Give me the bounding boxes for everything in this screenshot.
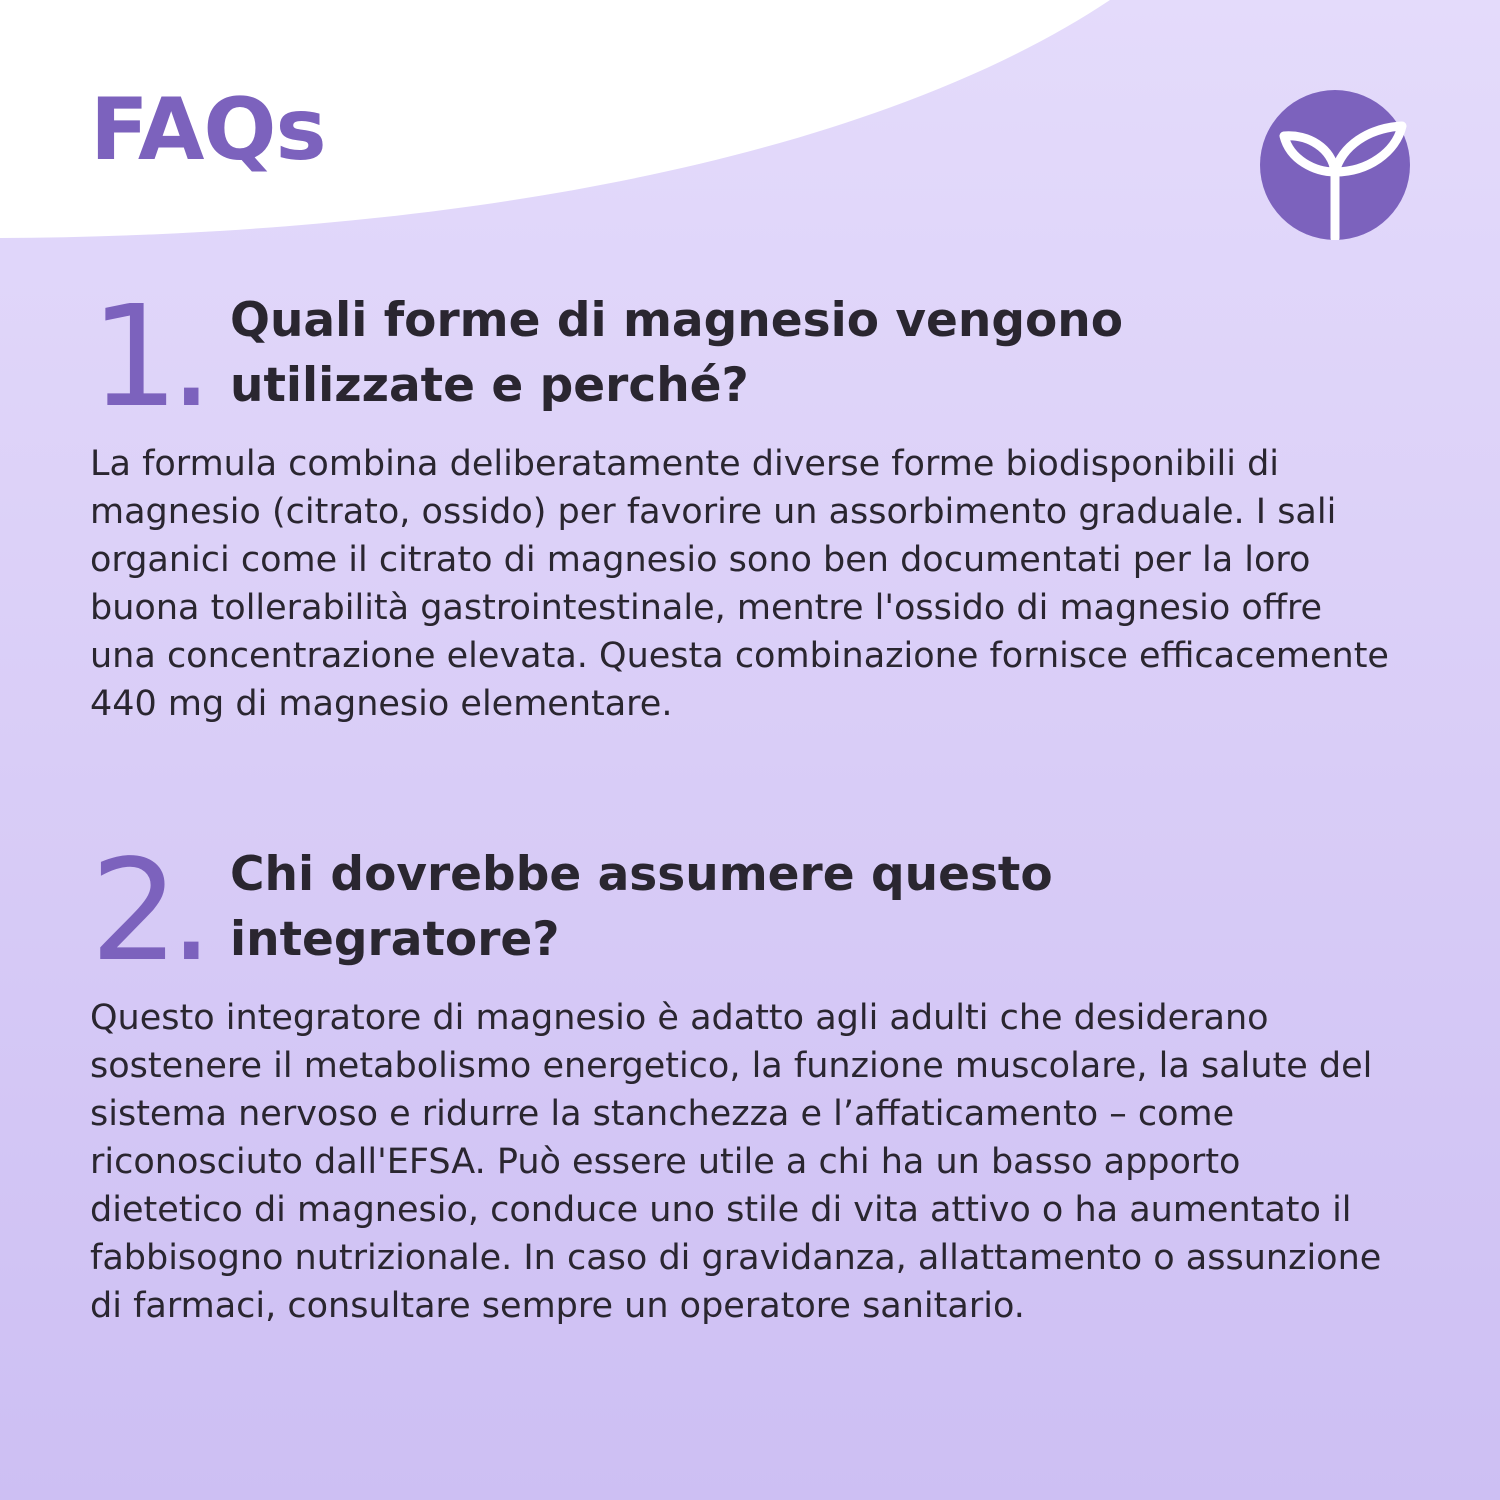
faq-question: Chi dovrebbe assumere questo integratore? [230, 847, 1053, 967]
faq-question: Quali forme di magnesio vengono utilizzate e perché? [230, 293, 1124, 413]
faq-number: 2. [90, 830, 204, 993]
faq-number: 1. [90, 276, 204, 439]
faq-answer: La formula combina deliberatamente diverse forme biodisponibili di magnesio (citrato, ossido) per favorire un assorbimento graduale. I sali organici come il citrato di magnesio sono ben documentati per la loro buona tollerabilità gastrointestinale, mentre l'ossido di magnesio offre una concentrazione elevata. Questa combinazione fornisce efficacemente 440 mg di magnesio elementare. [90, 444, 1389, 724]
faq-answer: Questo integratore di magnesio è adatto agli adulti che desiderano sostenere il metabolismo energetico, la funzione muscolare, la salute del sistema nervoso e ridurre la stanchezza e l’affaticamento – come riconosciuto dall'EFSA. Può essere utile a chi ha un basso apporto dietetico di magnesio, conduce uno stile di vita attivo o ha aumentato il fabbisogno nutrizionale. In caso di gravidanza, allattamento o assunzione di farmaci, consultare sempre un operatore sanitario. [90, 998, 1382, 1326]
page-title: FAQs [90, 80, 326, 180]
plant-sprout-icon [1260, 90, 1410, 240]
